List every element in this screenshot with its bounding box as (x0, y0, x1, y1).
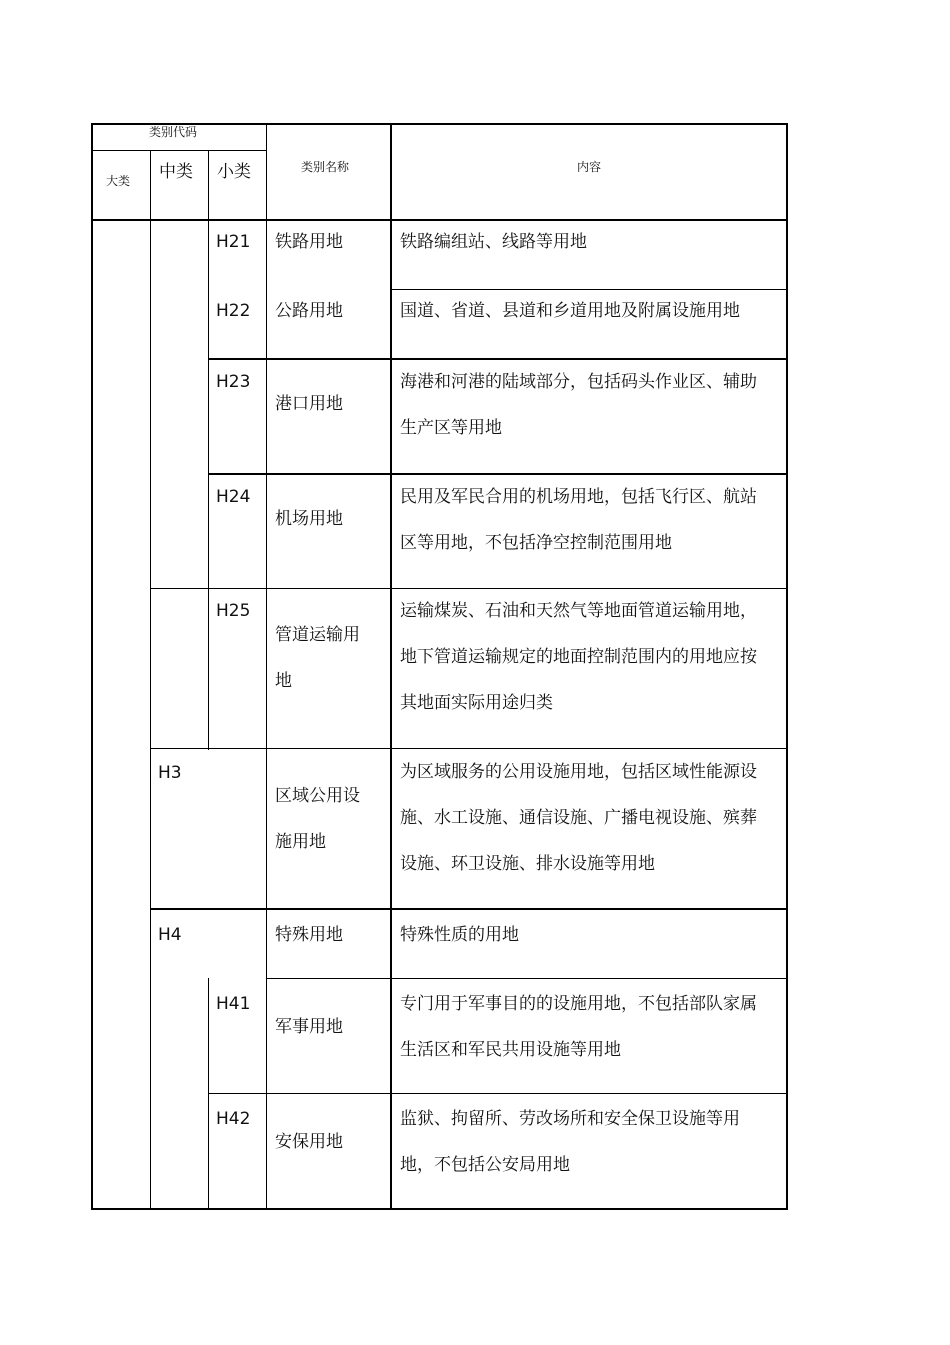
row-content: 海港和河港的陆域部分，包括码头作业区、辅助生产区等用地 (400, 372, 757, 438)
col-line (390, 123, 392, 1210)
row-code: H21 (216, 232, 251, 252)
row-content: 国道、省道、县道和乡道用地及附属设施用地 (400, 301, 740, 321)
row-code: H22 (216, 301, 251, 321)
row-name: 管道运输用地 (275, 625, 360, 691)
row-line (208, 1093, 788, 1094)
header-medium: 中类 (159, 162, 193, 182)
row-content: 铁路编组站、线路等用地 (400, 232, 587, 252)
header-divider (91, 150, 267, 151)
row-content: 监狱、拘留所、劳改场所和安全保卫设施等用地，不包括公安局用地 (400, 1109, 740, 1175)
row-name: 机场用地 (275, 509, 343, 529)
row-name: 港口用地 (275, 394, 343, 414)
header-major: 大类 (106, 174, 131, 188)
header-code-group: 类别代码 (149, 125, 198, 139)
row-name: 公路用地 (275, 301, 343, 321)
row-content: 民用及军民合用的机场用地，包括飞行区、航站区等用地，不包括净空控制范围用地 (400, 487, 757, 553)
row-content: 为区域服务的公用设施用地，包括区域性能源设施、水工设施、通信设施、广播电视设施、殡葬设施、环卫设施、排水设施等用地 (400, 762, 757, 874)
row-name: 军事用地 (275, 1017, 343, 1037)
col-line (208, 150, 209, 750)
row-code: H3 (158, 763, 182, 783)
row-name: 安保用地 (275, 1132, 343, 1152)
row-line (150, 908, 788, 910)
row-name: 区域公用设施用地 (275, 786, 360, 852)
row-code: H23 (216, 372, 251, 392)
row-code: H4 (158, 925, 182, 945)
header-content: 内容 (577, 160, 602, 174)
row-content: 运输煤炭、石油和天然气等地面管道运输用地，地下管道运输规定的地面控制范围内的用地应按其地面实际用途归类 (400, 601, 757, 713)
col-line (208, 978, 209, 1210)
row-code: H25 (216, 601, 251, 621)
row-name: 特殊用地 (275, 925, 343, 945)
row-code: H42 (216, 1109, 251, 1129)
header-minor: 小类 (217, 162, 251, 182)
row-content: 特殊性质的用地 (400, 925, 519, 945)
row-line (267, 978, 788, 979)
row-code: H24 (216, 487, 251, 507)
row-content: 专门用于军事目的的设施用地，不包括部队家属生活区和军民共用设施等用地 (400, 994, 757, 1060)
row-code: H41 (216, 994, 251, 1014)
col-line (150, 150, 151, 1210)
col-line (266, 123, 267, 1210)
header-name: 类别名称 (301, 160, 350, 174)
row-name: 铁路用地 (275, 232, 343, 252)
